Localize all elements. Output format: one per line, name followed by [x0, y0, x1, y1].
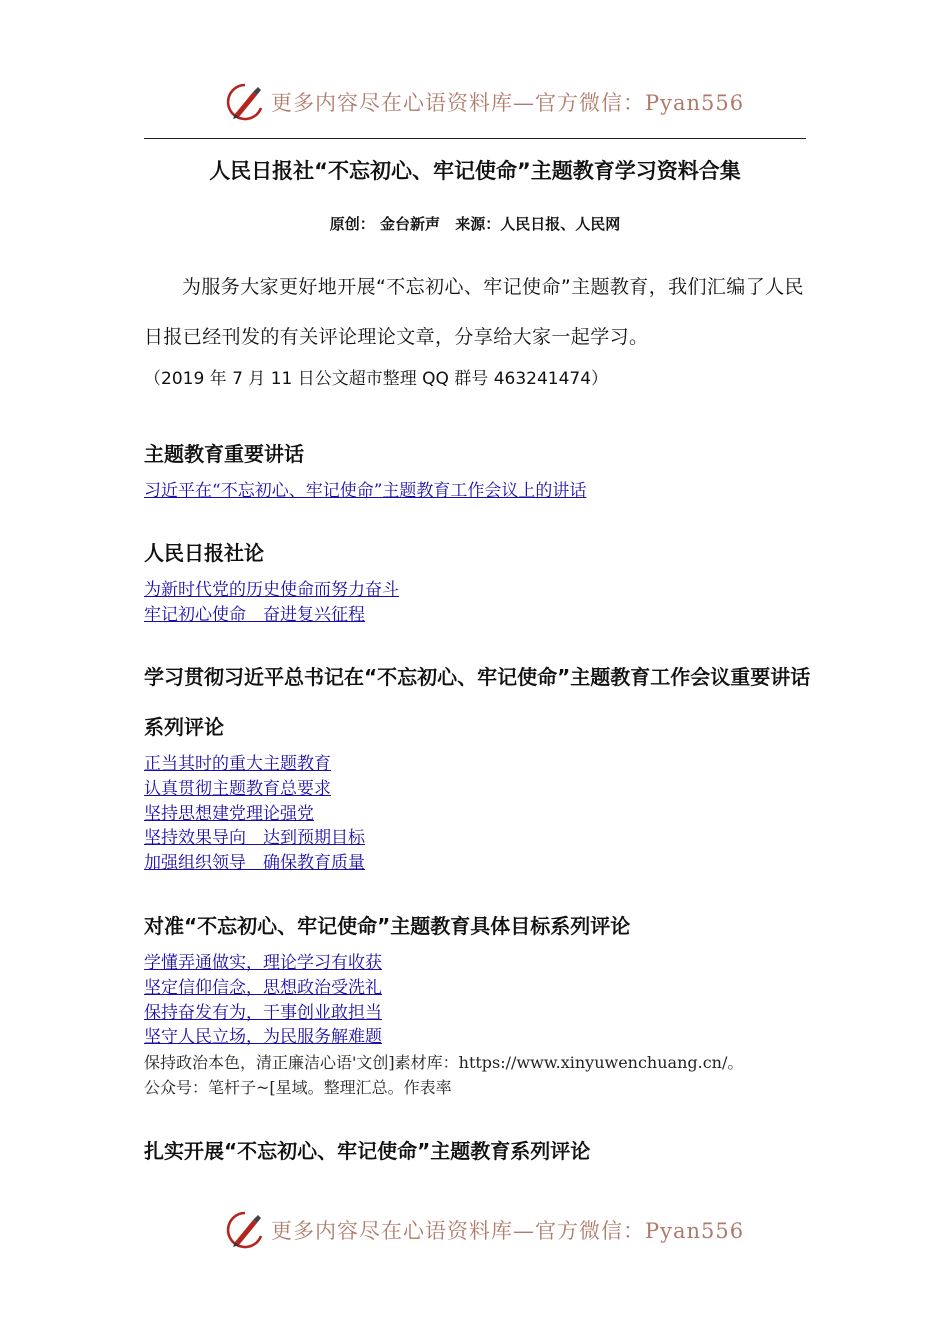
- link-list: [144, 479, 586, 504]
- page-title: 人民日报社“不忘初心、牢记使命”主题教育学习资料合集: [209, 159, 741, 183]
- article-link[interactable]: 学懂弄通做实，理论学习有收获: [144, 953, 382, 973]
- article-link[interactable]: 坚守人民立场，为民服务解难题: [144, 1027, 382, 1048]
- byline: [144, 212, 806, 236]
- article-link[interactable]: 习近平在“不忘初心、牢记使命”主题教育工作会议上的讲话: [144, 481, 587, 501]
- compile-note: （2019 年 7 月 11 日公文超市整理 QQ 群号 463241474）: [144, 369, 609, 389]
- section-heading: 扎实开展“不忘初心、牢记使命”主题教育系列评论: [144, 1139, 591, 1163]
- byline-source: 来源：人民日报、人民网: [455, 215, 621, 233]
- section-heading: 人民日报社论: [144, 541, 264, 565]
- body-line: 公众号：笔杆子~[星域。整理汇总。作表率: [144, 1078, 452, 1097]
- pen-circle-icon: [225, 1210, 265, 1250]
- article-link[interactable]: 加强组织领导 确保教育质量: [144, 853, 365, 874]
- article-link[interactable]: 坚持效果导向 达到预期目标: [144, 828, 365, 849]
- section-heading: 学习贯彻习近平总书记在“不忘初心、牢记使命”主题教育工作会议重要讲话系列评论: [144, 665, 811, 739]
- header-divider: [144, 138, 806, 139]
- article-link[interactable]: 坚持思想建党理论强党: [144, 803, 314, 824]
- article-link[interactable]: 坚定信仰信念，思想政治受洗礼: [144, 977, 382, 998]
- article-link[interactable]: 为新时代党的历史使命而努力奋斗: [144, 580, 399, 600]
- link-list: [144, 951, 382, 1050]
- link-list: [144, 752, 365, 876]
- pen-circle-icon: [225, 82, 265, 122]
- section-heading: 对准“不忘初心、牢记使命”主题教育具体目标系列评论: [144, 914, 631, 938]
- banner-text: 更多内容尽在心语资料库—官方微信：Pyan556: [271, 91, 745, 115]
- article-link[interactable]: 保持奋发有为，干事创业敢担当: [144, 1002, 382, 1023]
- banner-text: 更多内容尽在心语资料库—官方微信：Pyan556: [271, 1219, 745, 1243]
- body-text: [144, 1050, 824, 1100]
- article-link[interactable]: 正当其时的重大主题教育: [144, 754, 331, 774]
- intro-paragraph: 为服务大家更好地开展“不忘初心、牢记使命”主题教育，我们汇编了人民日报已经刊发的有关评论理论文章，分享给大家一起学习。: [144, 276, 804, 348]
- article-link[interactable]: 牢记初心使命 奋进复兴征程: [144, 604, 365, 625]
- article-link[interactable]: 认真贯彻主题教育总要求: [144, 778, 331, 799]
- section-heading: 主题教育重要讲话: [144, 442, 304, 466]
- footer-banner: [225, 1208, 745, 1252]
- link-list: [144, 578, 399, 628]
- header-banner: [225, 80, 745, 124]
- body-line: 保持政治本色，清正廉洁心语'文创]素材库：https://www.xinyuwenchuang.cn/。: [144, 1053, 744, 1072]
- byline-original: 原创： 金台新声: [329, 215, 440, 233]
